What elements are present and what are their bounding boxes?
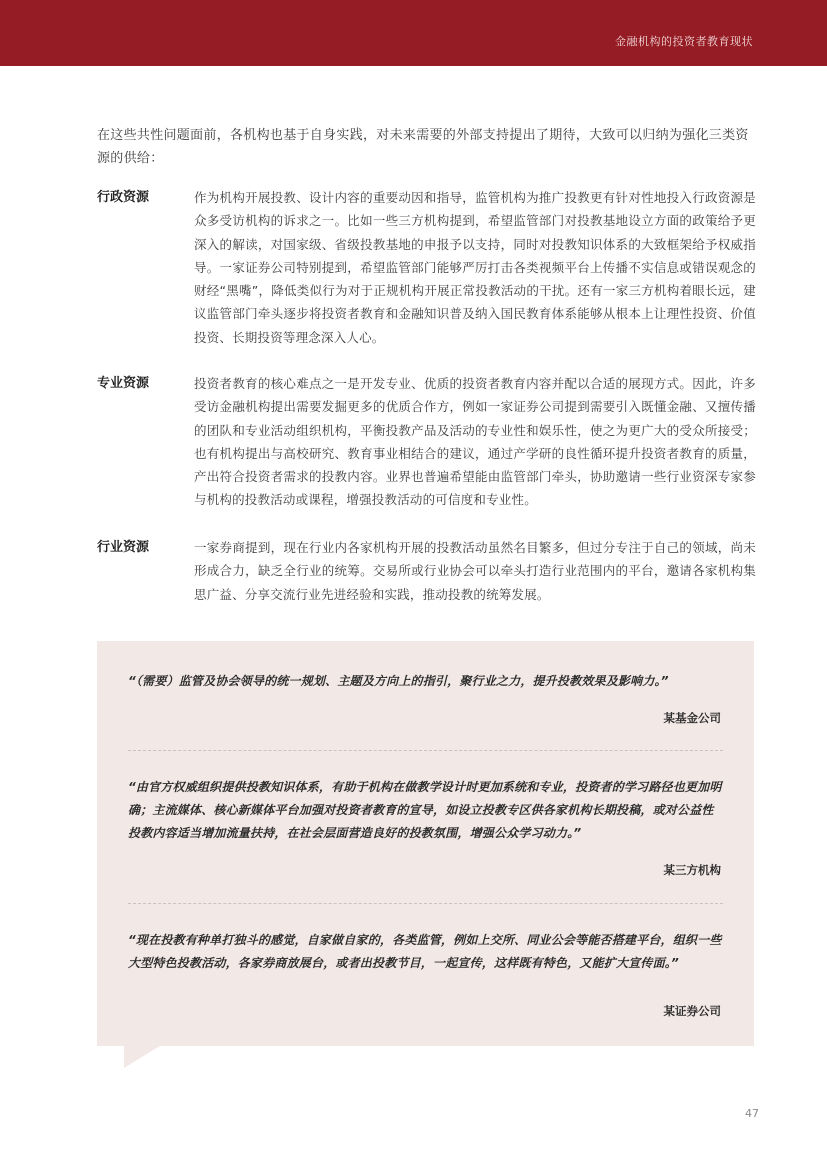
quote-text: “由官方权威组织提供投教知识体系，有助于机构在做教学设计时更加系统和专业，投资者的学习路径也更加明确；主流媒体、核心新媒体平台加强对投资者教育的宣导，如设立投教专区供各家机构长期投稿，或对公益性投教内容适当增加流量扶持，在社会层面营造良好的投教氛围，增强公众学习动力。” [128, 780, 722, 840]
quote-divider [128, 903, 723, 904]
quote-text: “现在投教有种单打独斗的感觉，自家做自家的，各类监管，例如上交所、同业公会等能否搭建平台，组织一些大型特色投教活动，各家券商放展台，或者出投教节目，一起宣传，这样既有特色，又能扩大宣传面。” [128, 933, 722, 970]
section-body: 投资者教育的核心难点之一是开发专业、优质的投资者教育内容并配以合适的展现方式。因此，许多受访金融机构提出需要发掘更多的优质合作方，例如一家证券公司提到需要引入既懂金融、又擅传播的团队和专业活动组织机构，平衡投教产品及活动的专业性和娱乐性，使之为更广大的受众所接受；也有机构提出与高校研究、教育事业相结合的建议，通过产学研的良性循环提升投资者教育的质量，产出符合投资者需求的投教内容。业界也普遍希望能由监管部门牵头，协助邀请一些行业资深专家参与机构的投教活动或课程，增强投教活动的可信度和专业性。 [194, 376, 756, 508]
page-number: 47 [745, 1107, 759, 1120]
section-body: 作为机构开展投教、设计内容的重要动因和指导，监管机构为推广投教更有针对性地投入行政资源是众多受访机构的诉求之一。比如一些三方机构提到，希望监管部门对投教基地设立方面的政策给予更深入的解读，对国家级、省级投教基地的申报予以支持，同时对投教知识体系的大致框架给予权威指导。一家证券公司特别提到，希望监管部门能够严厉打击各类视频平台上传播不实信息或错误观念的财经“黑嘴”，降低类似行为对于正规机构开展正常投教活动的干扰。还有一家三方机构着眼长远，建议监管部门牵头逐步将投资者教育和金融知识普及纳入国民教育体系能够从根本上让理性投资、价值投资、长期投资等理念深入人心。 [194, 190, 756, 345]
intro-paragraph: 在这些共性问题面前，各机构也基于自身实践，对未来需要的外部支持提出了期待，大致可以归纳为强化三类资源的供给： [97, 128, 749, 166]
quote-divider [128, 750, 723, 751]
section-body: 一家券商提到，现在行业内各家机构开展的投教活动虽然名目繁多，但过分专注于自己的领域，尚未形成合力，缺乏全行业的统筹。交易所或行业协会可以牵头打造行业范围内的平台，邀请各家机构集思广益、分享交流行业先进经验和实践，推动投教的统筹发展。 [194, 540, 756, 602]
quote-text: “（需要）监管及协会领导的统一规划、主题及方向上的指引，聚行业之力，提升投教效果及影响力。” [128, 674, 669, 688]
header-bar [0, 0, 827, 66]
section-label: 行政资源 [97, 190, 150, 205]
section-label: 专业资源 [97, 376, 150, 391]
header-title: 金融机构的投资者教育现状 [615, 35, 753, 48]
quote-source: 某证券公司 [663, 1004, 721, 1018]
quote-source: 某三方机构 [663, 863, 721, 877]
quote-box-tail [124, 1046, 160, 1068]
section-label: 行业资源 [97, 540, 150, 555]
quote-source: 某基金公司 [663, 711, 721, 725]
